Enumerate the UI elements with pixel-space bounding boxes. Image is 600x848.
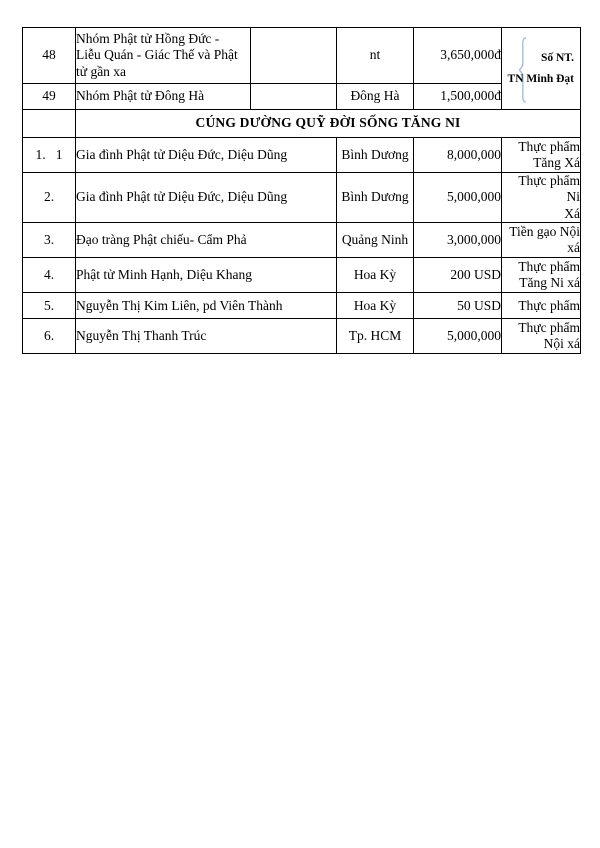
table-row (23, 258, 581, 293)
note-line: xá (567, 240, 580, 256)
donor-name-line: tử gần xa (76, 63, 127, 79)
amount-cell: 3,000,000 (414, 223, 502, 258)
donor-name-cell: Gia đình Phật tử Diệu Đức, Diệu Dũng (76, 138, 337, 173)
section-header-row (23, 110, 581, 138)
note-cell (502, 138, 581, 173)
donor-name-cell: Nhóm Phật tử Đông Hà (76, 84, 251, 110)
row-number-cell: 48 (23, 28, 76, 84)
row-number-cell: 5. (23, 293, 76, 319)
table-row (23, 28, 581, 84)
table-row (23, 138, 581, 173)
donor-name-cell: Đạo tràng Phật chiếu- Cẩm Phả (76, 223, 337, 258)
donor-name-cell: Nguyễn Thị Kim Liên, pd Viên Thành (76, 293, 337, 319)
amount-cell: 1,500,000đ (414, 84, 502, 110)
amount-cell: 200 USD (414, 258, 502, 293)
note-line: Tăng Xá (533, 155, 580, 170)
note-merged-cell (502, 28, 581, 110)
donor-name-line: Nhóm Phật tử Hồng Đức - (76, 30, 220, 46)
note-line: Thực phẩm (518, 138, 580, 154)
note-line: Tiền gạo Nội (509, 223, 580, 239)
amount-cell: 50 USD (414, 293, 502, 319)
note-cell (502, 223, 581, 258)
row-number-cell: 2. (23, 173, 76, 223)
empty-cell (23, 110, 76, 138)
note-line: Thực phẩm Ni (518, 173, 580, 205)
place-cell: Tp. HCM (337, 319, 414, 354)
place-cell: Quảng Ninh (337, 223, 414, 258)
note-line-tn-minh-dat: TN Minh Đạt (507, 73, 574, 85)
empty-cell (251, 84, 337, 110)
amount-cell: 5,000,000 (414, 319, 502, 354)
row-number-cell: 1. 1 (23, 138, 76, 173)
row-number-cell: 49 (23, 84, 76, 110)
place-cell: Đông Hà (337, 84, 414, 110)
donor-name-line: Liễu Quán - Giác Thế và Phật (76, 47, 238, 63)
donor-name-cell: Phật tử Minh Hạnh, Diệu Khang (76, 258, 337, 293)
empty-cell (251, 28, 337, 84)
row-number-cell: 4. (23, 258, 76, 293)
note-line: Thực phẩm (518, 258, 580, 274)
table-row (23, 173, 581, 223)
table-row (23, 84, 581, 110)
note-line: Thực phẩm (518, 297, 580, 313)
donor-name-cell: Nguyễn Thị Thanh Trúc (76, 319, 337, 354)
note-line: Xá (564, 205, 580, 221)
amount-cell: 8,000,000 (414, 138, 502, 173)
place-cell: Bình Dương (337, 138, 414, 173)
amount-cell: 5,000,000 (414, 173, 502, 223)
section-header-title: CÚNG DƯỜNG QUỸ ĐỜI SỐNG TĂNG NI (76, 110, 581, 138)
donor-name-cell (76, 28, 251, 84)
note-cell (502, 293, 581, 319)
note-cell (502, 319, 581, 354)
table-row (23, 319, 581, 354)
donations-table (22, 27, 581, 354)
note-merged-text (502, 52, 580, 85)
row-number-cell: 6. (23, 319, 76, 354)
place-cell: Hoa Kỳ (337, 293, 414, 319)
table-row (23, 293, 581, 319)
amount-cell: 3,650,000đ (414, 28, 502, 84)
place-cell: Hoa Kỳ (337, 258, 414, 293)
note-line: Nội xá (543, 336, 580, 352)
table-row (23, 223, 581, 258)
note-line: Thực phẩm (518, 319, 580, 335)
note-cell (502, 258, 581, 293)
place-cell: Bình Dương (337, 173, 414, 223)
donor-name-cell: Gia đình Phật tử Diệu Đức, Diệu Dũng (76, 173, 337, 223)
row-number-cell: 3. (23, 223, 76, 258)
place-cell: nt (337, 28, 414, 84)
note-line-so-nt: Số NT. (540, 52, 574, 64)
note-line: Tăng Ni xá (519, 275, 580, 291)
note-cell (502, 173, 581, 223)
